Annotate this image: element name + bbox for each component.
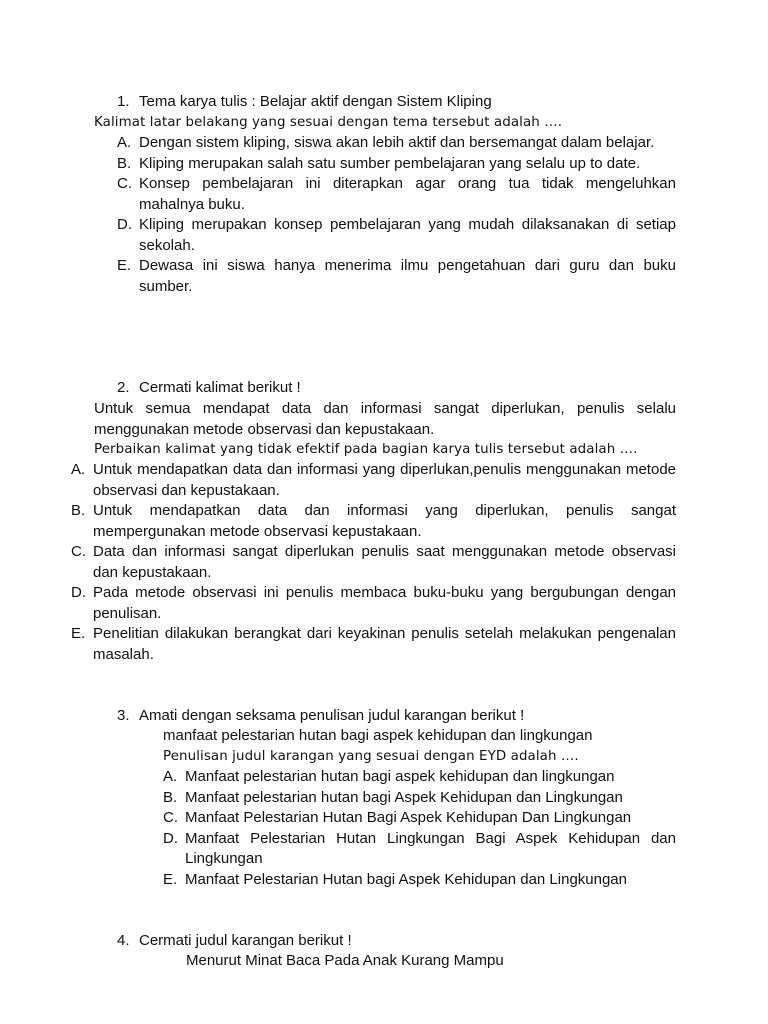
question-1-number: 1. bbox=[117, 93, 130, 110]
option-text: Kliping merupakan konsep pembelajaran yang mudah dilaksanakan di setiap sekolah. bbox=[139, 216, 676, 254]
question-2-sentence-text: Untuk semua mendapat data dan informasi sangat diperlukan, penulis selalu menggunakan metode observasi dan kepustakaan. bbox=[94, 400, 676, 438]
option-3e[interactable] bbox=[163, 870, 676, 891]
option-label: E. bbox=[163, 870, 178, 888]
question-4-number: 4. bbox=[117, 932, 130, 949]
question-3-prompt: Penulisan judul karangan yang sesuai dengan EYD adalah …. bbox=[163, 749, 579, 764]
option-1a[interactable] bbox=[117, 133, 676, 154]
question-3-title-line: manfaat pelestarian hutan bagi aspek kehidupan dan lingkungan bbox=[163, 727, 593, 744]
option-text: Untuk mendapatkan data dan informasi yang diperlukan,penulis menggunakan metode observasi dan kepustakaan. bbox=[93, 461, 676, 499]
question-2-intro: Cermati kalimat berikut ! bbox=[139, 379, 301, 396]
option-1e[interactable] bbox=[117, 256, 676, 297]
question-4 bbox=[117, 931, 677, 952]
question-1-theme-row bbox=[117, 92, 677, 113]
question-2-intro-row bbox=[117, 378, 677, 399]
option-text: Manfaat Pelestarian Hutan Lingkungan Bagi Aspek Kehidupan dan Lingkungan bbox=[185, 829, 676, 867]
question-4-intro: Cermati judul karangan berikut ! bbox=[139, 932, 352, 949]
option-3b[interactable] bbox=[163, 788, 676, 809]
question-2-prompt: Perbaikan kalimat yang tidak efektif pada bagian karya tulis tersebut adalah …. bbox=[94, 442, 638, 457]
option-text: Data dan informasi sangat diperlukan penulis saat menggunakan metode observasi dan kepustakaan. bbox=[93, 543, 676, 581]
option-label: D. bbox=[163, 829, 178, 847]
question-3-options bbox=[163, 767, 676, 890]
question-1-prompt: Kalimat latar belakang yang sesuai dengan tema tersebut adalah …. bbox=[94, 115, 563, 130]
option-2a[interactable] bbox=[71, 460, 676, 501]
option-label: A. bbox=[71, 461, 86, 478]
question-1-theme: Tema karya tulis : Belajar aktif dengan Sistem Kliping bbox=[139, 93, 492, 110]
option-text: Dewasa ini siswa hanya menerima ilmu pengetahuan dari guru dan buku sumber. bbox=[139, 257, 676, 295]
option-text: Kliping merupakan salah satu sumber pembelajaran yang selalu up to date. bbox=[139, 154, 641, 172]
option-text: Manfaat pelestarian hutan bagi Aspek Kehidupan dan Lingkungan bbox=[185, 788, 623, 806]
option-label: D. bbox=[117, 216, 132, 233]
question-1 bbox=[117, 92, 677, 113]
option-1d[interactable] bbox=[117, 215, 676, 256]
option-text: Manfaat Pelestarian Hutan bagi Aspek Kehidupan dan Lingkungan bbox=[185, 870, 627, 888]
question-3-number: 3. bbox=[117, 707, 130, 724]
option-label: E. bbox=[71, 625, 86, 642]
question-2 bbox=[117, 378, 677, 399]
option-label: C. bbox=[117, 175, 132, 192]
option-2b[interactable] bbox=[71, 501, 676, 542]
option-label: C. bbox=[163, 809, 178, 826]
option-text: Manfaat pelestarian hutan bagi aspek kehidupan dan lingkungan bbox=[185, 768, 615, 785]
question-2-sentence bbox=[94, 399, 676, 440]
question-2-number: 2. bbox=[117, 379, 130, 396]
option-text: Pada metode observasi ini penulis membaca buku-buku yang bergubungan dengan penulisan. bbox=[93, 584, 676, 622]
option-text: Dengan sistem kliping, siswa akan lebih aktif dan bersemangat dalam belajar. bbox=[139, 134, 655, 151]
question-3-intro: Amati dengan seksama penulisan judul karangan berikut ! bbox=[139, 707, 525, 724]
option-1c[interactable] bbox=[117, 174, 676, 215]
option-label: A. bbox=[117, 134, 132, 151]
option-text: Konsep pembelajaran ini diterapkan agar orang tua tidak mengeluhkan mahalnya buku. bbox=[139, 175, 676, 213]
option-label: B. bbox=[163, 788, 178, 806]
option-text: Untuk mendapatkan data dan informasi yang diperlukan, penulis sangat mempergunakan metode observasi kepustakaan. bbox=[93, 502, 676, 540]
option-label: C. bbox=[71, 543, 86, 560]
option-label: B. bbox=[117, 154, 132, 172]
option-2c[interactable] bbox=[71, 542, 676, 583]
option-label: A. bbox=[163, 768, 178, 785]
question-3-intro-row bbox=[117, 706, 677, 727]
option-label: E. bbox=[117, 257, 132, 274]
option-2d[interactable] bbox=[71, 583, 676, 624]
option-2e[interactable] bbox=[71, 624, 676, 665]
question-1-options bbox=[117, 133, 676, 297]
option-3a[interactable] bbox=[163, 767, 676, 788]
option-label: B. bbox=[71, 502, 86, 519]
question-2-options bbox=[71, 460, 676, 665]
option-label: D. bbox=[71, 584, 86, 601]
question-4-title-line: Menurut Minat Baca Pada Anak Kurang Mampu bbox=[186, 952, 504, 969]
option-text: Manfaat Pelestarian Hutan Bagi Aspek Kehidupan Dan Lingkungan bbox=[185, 809, 632, 826]
option-1b[interactable] bbox=[117, 154, 676, 175]
option-3c[interactable] bbox=[163, 808, 676, 829]
option-text: Penelitian dilakukan berangkat dari keyakinan penulis setelah melakukan pengenalan masalah. bbox=[93, 625, 676, 663]
option-3d[interactable] bbox=[163, 829, 676, 870]
question-3 bbox=[117, 706, 677, 727]
question-4-intro-row bbox=[117, 931, 677, 952]
